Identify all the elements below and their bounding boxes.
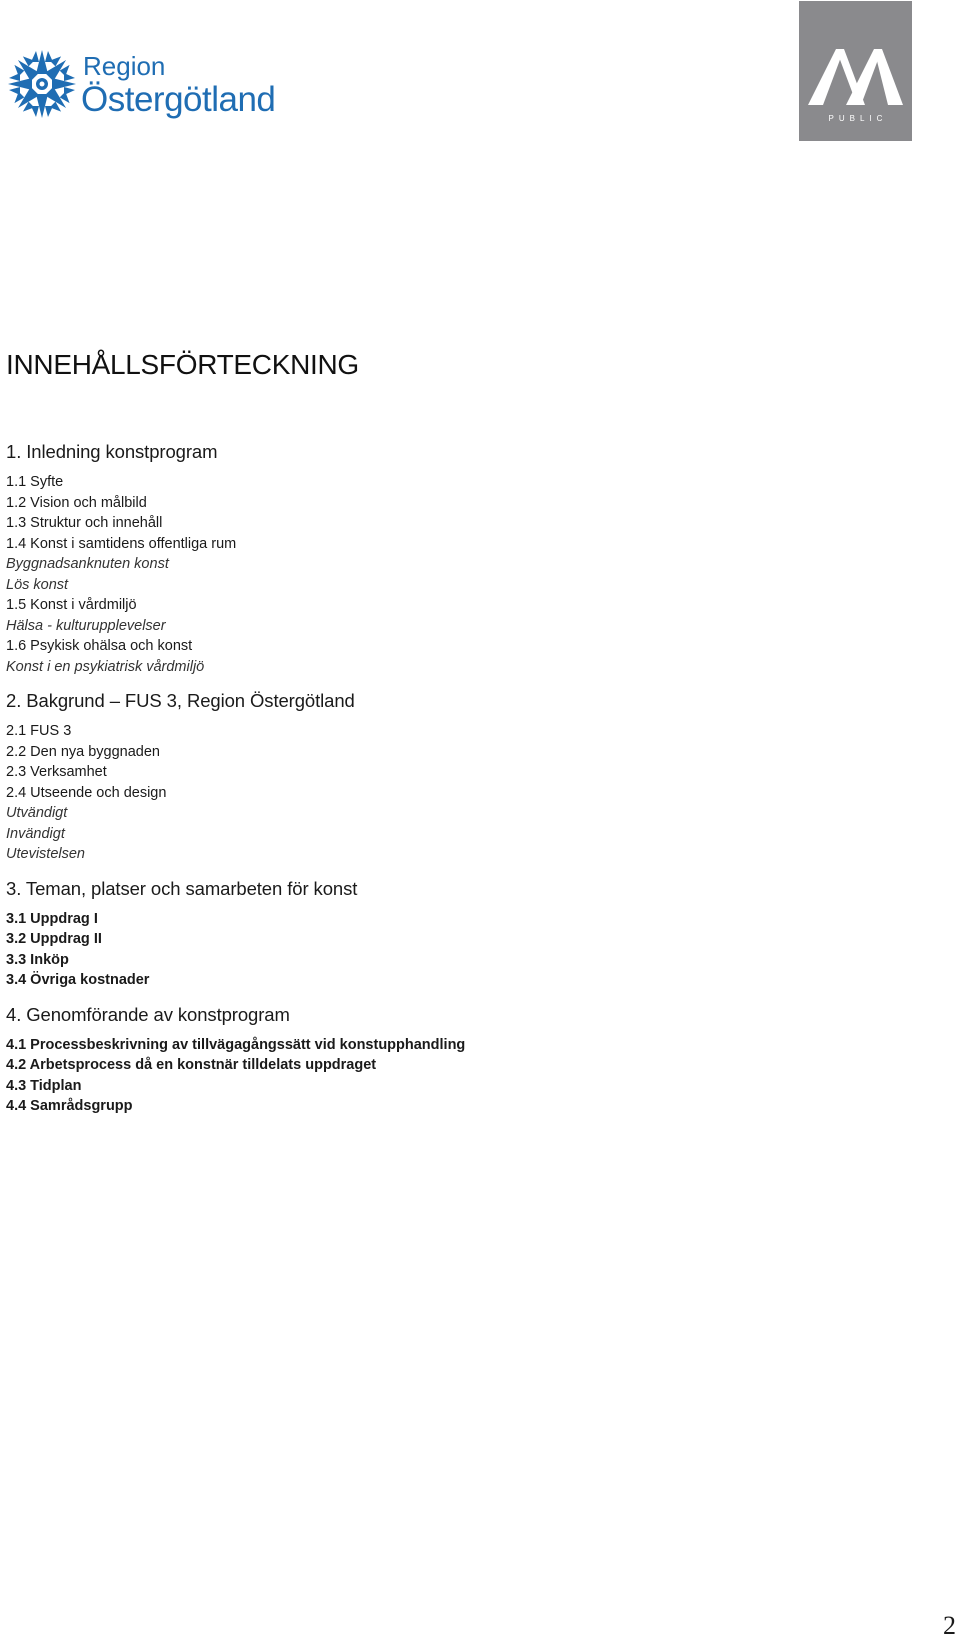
toc-subitem: Invändigt <box>6 825 65 842</box>
toc-item: 4.1 Processbeskrivning av tillvägagångssätt vid konstupphandling <box>6 1036 466 1053</box>
toc-item: 2.4 Utseende och design <box>6 784 167 801</box>
region-ostergotland-logo <box>6 48 296 126</box>
logo-text-region: Region <box>83 51 166 81</box>
logo-text-public: PUBLIC <box>828 114 888 123</box>
toc-item: 1.1 Syfte <box>6 474 64 490</box>
toc-section-2-heading: 2. Bakgrund – FUS 3, Region Östergötland <box>6 690 355 711</box>
cornflower-icon <box>6 48 78 120</box>
toc-item: 4.2 Arbetsprocess då en konstnär tilldelats uppdraget <box>6 1057 377 1073</box>
toc-item: 1.5 Konst i vårdmiljö <box>6 597 137 613</box>
toc-item: 3.4 Övriga kostnader <box>6 972 150 988</box>
toc-section-4-heading: 4. Genomförande av konstprogram <box>6 1003 290 1025</box>
toc-subitem: Konst i en psykiatrisk vårdmiljö <box>6 658 205 675</box>
toc-subitem: Utevistelsen <box>6 846 85 862</box>
toc-item: 3.2 Uppdrag II <box>6 931 102 947</box>
toc-item: 4.4 Samrådsgrupp <box>6 1098 133 1114</box>
toc-subitem: Utvändigt <box>6 805 68 821</box>
toc-subitem: Hälsa - kulturupplevelser <box>6 617 166 634</box>
toc-item: 1.2 Vision och målbild <box>6 494 147 511</box>
page-number: 2 <box>943 1611 956 1640</box>
toc-item: 2.2 Den nya byggnaden <box>6 743 160 760</box>
aa-monogram-icon <box>799 1 912 111</box>
toc-item: 3.1 Uppdrag I <box>6 910 98 927</box>
toc-item: 3.3 Inköp <box>6 951 69 968</box>
toc-item: 1.6 Psykisk ohälsa och konst <box>6 638 193 654</box>
table-of-contents <box>6 348 906 1117</box>
toc-subitem: Lös konst <box>6 576 69 593</box>
logo-text-ostergotland: Östergötland <box>81 80 276 119</box>
toc-item: 1.4 Konst i samtidens offentliga rum <box>6 535 237 552</box>
toc-item: 2.3 Verksamhet <box>6 764 107 780</box>
toc-item: 1.3 Struktur och innehåll <box>6 515 163 531</box>
toc-item: 4.3 Tidplan <box>6 1077 82 1094</box>
toc-section-1-heading: 1. Inledning konstprogram <box>6 441 218 462</box>
public-logo <box>799 1 912 141</box>
toc-item: 2.1 FUS 3 <box>6 723 72 739</box>
toc-title: INNEHÅLLSFÖRTECKNING <box>6 349 359 380</box>
toc-subitem: Byggnadsanknuten konst <box>6 556 169 572</box>
toc-section-3-heading: 3. Teman, platser och samarbeten för konst <box>6 877 358 899</box>
